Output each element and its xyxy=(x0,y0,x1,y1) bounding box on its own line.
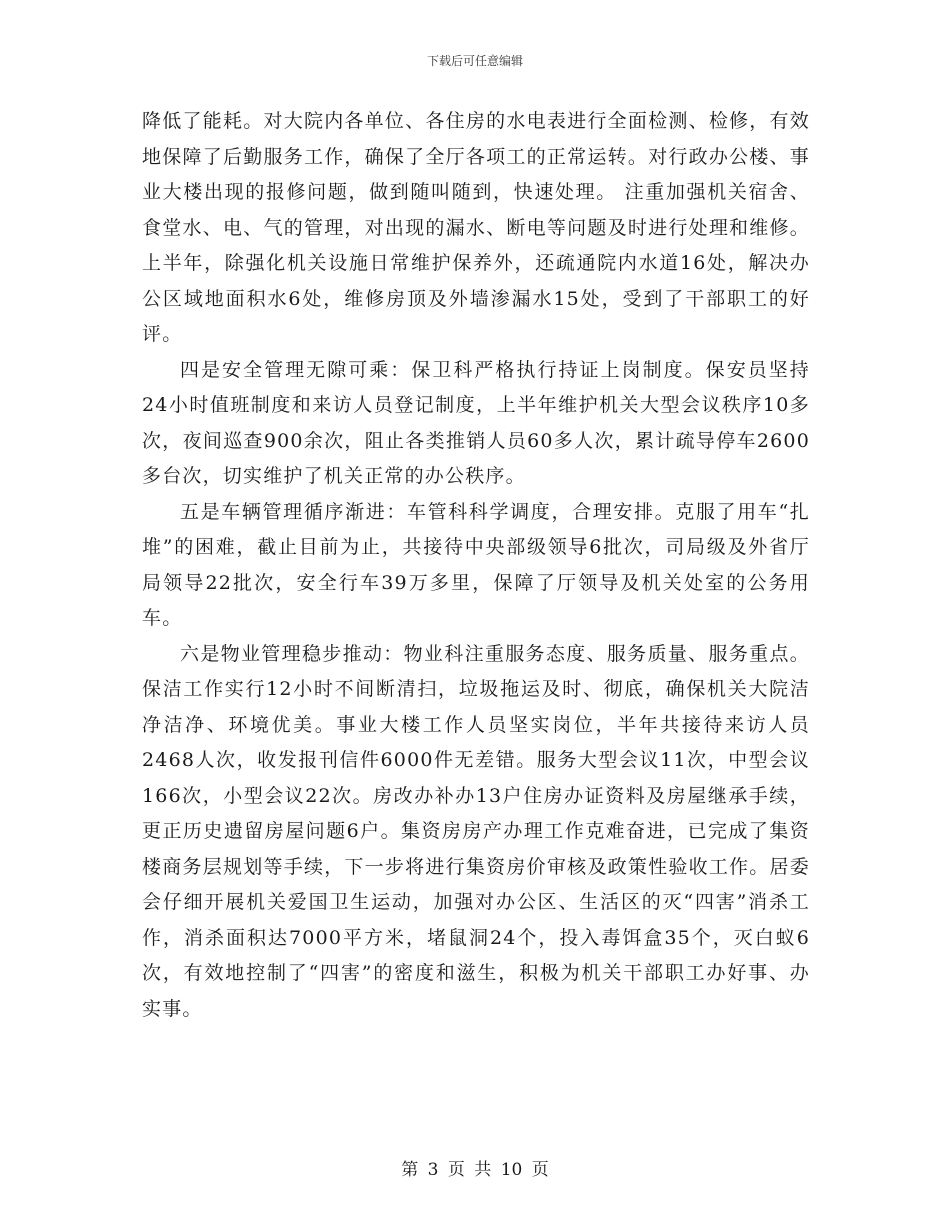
paragraph-property-management: 六是物业管理稳步推动：物业科注重服务态度、服务质量、服务重点。保洁工作实行12小时不间断清扫，垃圾拖运及时、彻底，确保机关大院洁净洁净、环境优美。事业大楼工作人员坚实岗位，半年共接待来访人员2468人次，收发报刊信件6000件无差错。服务大型会议11次，中型会议166次，小型会议22次。房改办补办13户住房办证资料及房屋继承手续，更正历史遗留房屋问题6户。集资房房产办理工作克难奋进，已完成了集资楼商务层规划等手续，下一步将进行集资房价审核及政策性验收工作。居委会仔细开展机关爱国卫生运动，加强对办公区、生活区的灭“四害”消杀工作，消杀面积达7000平方米，堵鼠洞24个，投入毒饵盒35个，灭白蚁6次，有效地控制了“四害”的密度和滋生，积极为机关干部职工办好事、办实事。 xyxy=(142,642,811,1020)
paragraph-security-management: 四是安全管理无隙可乘：保卫科严格执行持证上岗制度。保安员坚持24小时值班制度和来访人员登记制度，上半年维护机关大型会议秩序10多次，夜间巡查900余次，阻止各类推销人员60多人次，累计疏导停车2600多台次，切实维护了机关正常的办公秩序。 xyxy=(142,358,810,487)
paragraph-continuation: 降低了能耗。对大院内各单位、各住房的水电表进行全面检测、检修，有效地保障了后勤服务工作，确保了全厅各项工的正常运转。对行政办公楼、事业大楼出现的报修问题，做到随叫随到，快速处理。 注重加强机关宿舍、食堂水、电、气的管理，对出现的漏水、断电等问题及时进行处理和维修。上半年，除强化机关设施日常维护保养外，还疏通院内水道16处，解决办公区域地面积水6处，维修房顶及外墙渗漏水15处，受到了干部职工的好评。 xyxy=(142,110,810,345)
document-body xyxy=(142,104,810,1027)
paragraph-vehicle-management: 五是车辆管理循序渐进：车管科科学调度，合理安排。克服了用车“扎堆”的困难，截止目前为止，共接待中央部级领导6批次，司局级及外省厅局领导22批次，安全行车39万多里，保障了厅领导及机关处室的公务用车。 xyxy=(142,500,810,629)
page-number-footer: 第 3 页 共 10 页 xyxy=(401,1160,549,1180)
page-header: 下载后可任意编辑 xyxy=(426,54,523,68)
